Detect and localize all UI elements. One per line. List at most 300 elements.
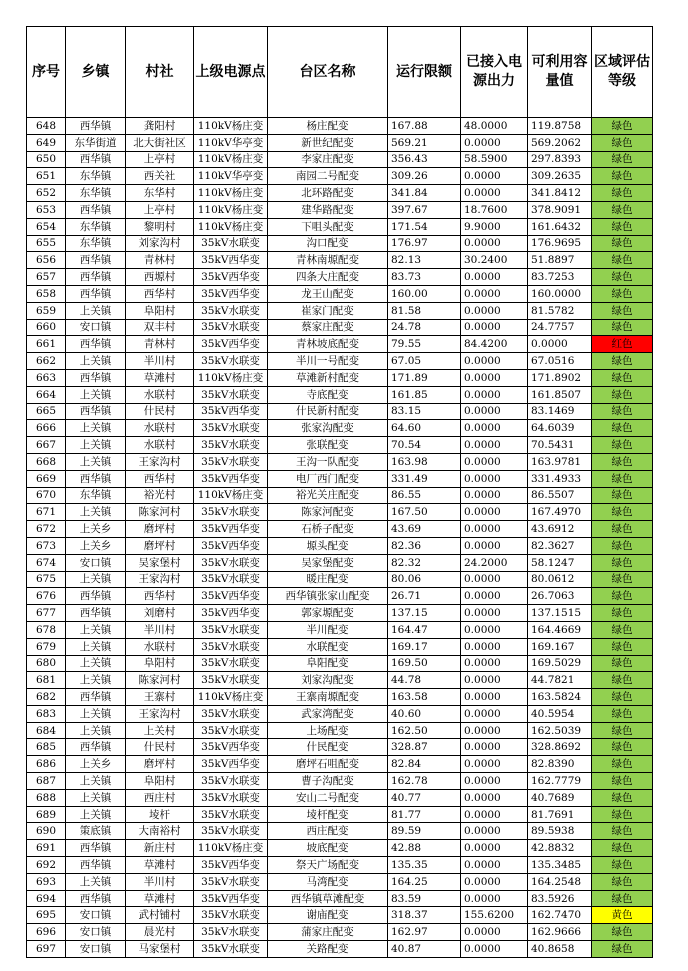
cell-run-limit: 160.00 — [388, 285, 461, 302]
table-row — [27, 672, 653, 689]
cell-available-capacity: 24.7757 — [528, 319, 592, 336]
cell-index: 695 — [27, 907, 66, 924]
cell-township: 西华镇 — [66, 118, 126, 135]
cell-township: 东华镇 — [66, 235, 126, 252]
cell-connected-output: 0.0000 — [461, 789, 528, 806]
cell-station-name: 郭家塬配变 — [268, 605, 388, 622]
cell-station-name: 张联配变 — [268, 437, 388, 454]
cell-power-source: 110kV杨庄变 — [194, 840, 268, 857]
cell-township: 上关镇 — [66, 453, 126, 470]
cell-connected-output: 0.0000 — [461, 269, 528, 286]
cell-township: 上关镇 — [66, 873, 126, 890]
cell-power-source: 35kV西华变 — [194, 605, 268, 622]
cell-run-limit: 86.55 — [388, 487, 461, 504]
table-row — [27, 537, 653, 554]
cell-run-limit: 81.77 — [388, 806, 461, 823]
cell-index: 656 — [27, 252, 66, 269]
cell-village: 阜阳村 — [126, 773, 194, 790]
cell-index: 651 — [27, 168, 66, 185]
table-row — [27, 924, 653, 941]
header-index: 序号 — [27, 27, 66, 118]
cell-village: 裕光村 — [126, 487, 194, 504]
cell-connected-output: 18.7600 — [461, 201, 528, 218]
table-row — [27, 285, 653, 302]
cell-power-source: 35kV西华变 — [194, 252, 268, 269]
cell-run-limit: 167.88 — [388, 118, 461, 135]
cell-power-source: 35kV西华变 — [194, 739, 268, 756]
cell-available-capacity: 83.5926 — [528, 890, 592, 907]
cell-run-limit: 89.59 — [388, 823, 461, 840]
cell-run-limit: 67.05 — [388, 353, 461, 370]
cell-index: 683 — [27, 705, 66, 722]
cell-station-name: 西华镇草滩配变 — [268, 890, 388, 907]
cell-assessment-level: 绿色 — [592, 470, 653, 487]
cell-station-name: 堎杆配变 — [268, 806, 388, 823]
cell-assessment-level: 绿色 — [592, 386, 653, 403]
cell-station-name: 阜阳配变 — [268, 655, 388, 672]
cell-assessment-level: 绿色 — [592, 924, 653, 941]
cell-available-capacity: 83.7253 — [528, 269, 592, 286]
table-row — [27, 353, 653, 370]
table-row — [27, 235, 653, 252]
cell-village: 水联村 — [126, 638, 194, 655]
cell-run-limit: 82.84 — [388, 756, 461, 773]
cell-station-name: 蒲家庄配变 — [268, 924, 388, 941]
cell-connected-output: 0.0000 — [461, 353, 528, 370]
cell-index: 689 — [27, 806, 66, 823]
cell-available-capacity: 40.8658 — [528, 941, 592, 958]
cell-township: 西华镇 — [66, 588, 126, 605]
cell-connected-output: 0.0000 — [461, 857, 528, 874]
cell-connected-output: 0.0000 — [461, 689, 528, 706]
cell-power-source: 35kV水联变 — [194, 386, 268, 403]
cell-index: 691 — [27, 840, 66, 857]
cell-index: 686 — [27, 756, 66, 773]
cell-index: 668 — [27, 453, 66, 470]
cell-index: 670 — [27, 487, 66, 504]
cell-assessment-level: 绿色 — [592, 873, 653, 890]
cell-power-source: 35kV水联变 — [194, 773, 268, 790]
table-row — [27, 118, 653, 135]
table-row — [27, 907, 653, 924]
cell-index: 678 — [27, 621, 66, 638]
cell-available-capacity: 40.7689 — [528, 789, 592, 806]
table-row — [27, 336, 653, 353]
cell-township: 上关镇 — [66, 806, 126, 823]
cell-station-name: 杨庄配变 — [268, 118, 388, 135]
cell-assessment-level: 绿色 — [592, 252, 653, 269]
cell-township: 上关镇 — [66, 655, 126, 672]
cell-village: 马家堡村 — [126, 941, 194, 958]
cell-township: 上关镇 — [66, 789, 126, 806]
cell-assessment-level: 绿色 — [592, 168, 653, 185]
table-row — [27, 554, 653, 571]
table-row — [27, 521, 653, 538]
cell-village: 王寨村 — [126, 689, 194, 706]
cell-assessment-level: 绿色 — [592, 453, 653, 470]
cell-assessment-level: 绿色 — [592, 353, 653, 370]
cell-available-capacity: 378.9091 — [528, 201, 592, 218]
cell-run-limit: 44.78 — [388, 672, 461, 689]
cell-assessment-level: 绿色 — [592, 134, 653, 151]
cell-power-source: 35kV水联变 — [194, 437, 268, 454]
cell-power-source: 35kV水联变 — [194, 453, 268, 470]
cell-connected-output: 0.0000 — [461, 235, 528, 252]
table-row — [27, 890, 653, 907]
cell-index: 684 — [27, 722, 66, 739]
cell-assessment-level: 绿色 — [592, 941, 653, 958]
cell-township: 西华镇 — [66, 201, 126, 218]
table-row — [27, 487, 653, 504]
cell-available-capacity: 43.6912 — [528, 521, 592, 538]
cell-power-source: 35kV水联变 — [194, 873, 268, 890]
cell-run-limit: 162.50 — [388, 722, 461, 739]
cell-assessment-level: 绿色 — [592, 756, 653, 773]
cell-index: 677 — [27, 605, 66, 622]
cell-connected-output: 0.0000 — [461, 739, 528, 756]
cell-run-limit: 82.36 — [388, 537, 461, 554]
cell-station-name: 李家庄配变 — [268, 151, 388, 168]
cell-village: 武村铺村 — [126, 907, 194, 924]
cell-village: 水联村 — [126, 437, 194, 454]
cell-connected-output: 0.0000 — [461, 437, 528, 454]
cell-power-source: 110kV杨庄变 — [194, 151, 268, 168]
cell-available-capacity: 167.4970 — [528, 504, 592, 521]
cell-township: 上关镇 — [66, 722, 126, 739]
cell-index: 681 — [27, 672, 66, 689]
cell-village: 磨坪村 — [126, 521, 194, 538]
cell-station-name: 龙王山配变 — [268, 285, 388, 302]
cell-village: 青林村 — [126, 336, 194, 353]
cell-connected-output: 0.0000 — [461, 386, 528, 403]
cell-assessment-level: 绿色 — [592, 605, 653, 622]
cell-township: 安口镇 — [66, 554, 126, 571]
cell-station-name: 南园二号配变 — [268, 168, 388, 185]
cell-run-limit: 83.73 — [388, 269, 461, 286]
cell-power-source: 35kV西华变 — [194, 588, 268, 605]
cell-assessment-level: 绿色 — [592, 487, 653, 504]
cell-station-name: 西华镇张家山配变 — [268, 588, 388, 605]
table-row — [27, 722, 653, 739]
cell-assessment-level: 绿色 — [592, 201, 653, 218]
cell-run-limit: 83.59 — [388, 890, 461, 907]
cell-station-name: 青林坡底配变 — [268, 336, 388, 353]
table-row — [27, 504, 653, 521]
cell-index: 654 — [27, 218, 66, 235]
cell-station-name: 新世纪配变 — [268, 134, 388, 151]
cell-available-capacity: 26.7063 — [528, 588, 592, 605]
cell-power-source: 35kV水联变 — [194, 235, 268, 252]
cell-run-limit: 137.15 — [388, 605, 461, 622]
cell-connected-output: 0.0000 — [461, 924, 528, 941]
cell-village: 半川村 — [126, 621, 194, 638]
table-row — [27, 857, 653, 874]
header-township: 乡镇 — [66, 27, 126, 118]
cell-village: 西庄村 — [126, 789, 194, 806]
cell-power-source: 35kV西华变 — [194, 269, 268, 286]
table-row — [27, 151, 653, 168]
cell-assessment-level: 绿色 — [592, 823, 653, 840]
cell-power-source: 35kV水联变 — [194, 621, 268, 638]
cell-index: 694 — [27, 890, 66, 907]
cell-assessment-level: 绿色 — [592, 621, 653, 638]
cell-assessment-level: 绿色 — [592, 722, 653, 739]
cell-assessment-level: 绿色 — [592, 218, 653, 235]
cell-township: 西华镇 — [66, 605, 126, 622]
cell-available-capacity: 67.0516 — [528, 353, 592, 370]
cell-run-limit: 328.87 — [388, 739, 461, 756]
cell-power-source: 35kV西华变 — [194, 756, 268, 773]
cell-connected-output: 0.0000 — [461, 521, 528, 538]
table-row — [27, 705, 653, 722]
table-row — [27, 369, 653, 386]
cell-township: 上关乡 — [66, 537, 126, 554]
cell-index: 672 — [27, 521, 66, 538]
cell-available-capacity: 42.8832 — [528, 840, 592, 857]
table-row — [27, 319, 653, 336]
cell-index: 648 — [27, 118, 66, 135]
cell-village: 西华村 — [126, 285, 194, 302]
cell-connected-output: 0.0000 — [461, 621, 528, 638]
cell-index: 680 — [27, 655, 66, 672]
cell-township: 上关乡 — [66, 521, 126, 538]
cell-connected-output: 0.0000 — [461, 840, 528, 857]
cell-available-capacity: 64.6039 — [528, 420, 592, 437]
cell-run-limit: 40.87 — [388, 941, 461, 958]
cell-connected-output: 0.0000 — [461, 806, 528, 823]
cell-assessment-level: 绿色 — [592, 420, 653, 437]
table-row — [27, 185, 653, 202]
cell-run-limit: 162.78 — [388, 773, 461, 790]
cell-connected-output: 0.0000 — [461, 773, 528, 790]
cell-township: 上关镇 — [66, 302, 126, 319]
cell-power-source: 35kV水联变 — [194, 420, 268, 437]
cell-run-limit: 42.88 — [388, 840, 461, 857]
table-row — [27, 638, 653, 655]
table-row — [27, 789, 653, 806]
cell-run-limit: 569.21 — [388, 134, 461, 151]
cell-available-capacity: 331.4933 — [528, 470, 592, 487]
table-row — [27, 756, 653, 773]
table-row — [27, 571, 653, 588]
cell-township: 东华镇 — [66, 487, 126, 504]
cell-power-source: 110kV杨庄变 — [194, 118, 268, 135]
cell-run-limit: 40.77 — [388, 789, 461, 806]
cell-township: 西华镇 — [66, 840, 126, 857]
cell-power-source: 35kV西华变 — [194, 857, 268, 874]
cell-village: 王家沟村 — [126, 571, 194, 588]
table-row — [27, 252, 653, 269]
cell-assessment-level: 绿色 — [592, 588, 653, 605]
cell-station-name: 武家湾配变 — [268, 705, 388, 722]
cell-connected-output: 0.0000 — [461, 504, 528, 521]
cell-available-capacity: 160.0000 — [528, 285, 592, 302]
cell-run-limit: 135.35 — [388, 857, 461, 874]
header-available-capacity: 可利用容量值 — [528, 27, 592, 118]
cell-index: 650 — [27, 151, 66, 168]
cell-available-capacity: 82.3627 — [528, 537, 592, 554]
cell-connected-output: 24.2000 — [461, 554, 528, 571]
cell-power-source: 35kV水联变 — [194, 907, 268, 924]
cell-available-capacity: 162.7779 — [528, 773, 592, 790]
cell-station-name: 石桥子配变 — [268, 521, 388, 538]
header-row — [27, 27, 653, 118]
cell-station-name: 水联配变 — [268, 638, 388, 655]
cell-run-limit: 171.89 — [388, 369, 461, 386]
cell-available-capacity: 163.9781 — [528, 453, 592, 470]
cell-station-name: 寺底配变 — [268, 386, 388, 403]
cell-village: 王家沟村 — [126, 705, 194, 722]
cell-index: 682 — [27, 689, 66, 706]
cell-township: 西华镇 — [66, 403, 126, 420]
cell-available-capacity: 89.5938 — [528, 823, 592, 840]
cell-assessment-level: 绿色 — [592, 537, 653, 554]
cell-assessment-level: 绿色 — [592, 773, 653, 790]
cell-township: 上关镇 — [66, 571, 126, 588]
cell-connected-output: 0.0000 — [461, 134, 528, 151]
cell-available-capacity: 309.2635 — [528, 168, 592, 185]
cell-available-capacity: 164.2548 — [528, 873, 592, 890]
cell-assessment-level: 绿色 — [592, 689, 653, 706]
cell-township: 安口镇 — [66, 319, 126, 336]
cell-connected-output: 0.0000 — [461, 638, 528, 655]
cell-power-source: 110kV杨庄变 — [194, 689, 268, 706]
cell-station-name: 吴家堡配变 — [268, 554, 388, 571]
cell-station-name: 西庄配变 — [268, 823, 388, 840]
cell-index: 675 — [27, 571, 66, 588]
cell-station-name: 陈家河配变 — [268, 504, 388, 521]
cell-assessment-level: 绿色 — [592, 672, 653, 689]
table-row — [27, 605, 653, 622]
cell-village: 黎明村 — [126, 218, 194, 235]
cell-power-source: 35kV水联变 — [194, 638, 268, 655]
cell-index: 665 — [27, 403, 66, 420]
cell-station-name: 四条大庄配变 — [268, 269, 388, 286]
cell-assessment-level: 绿色 — [592, 504, 653, 521]
cell-index: 658 — [27, 285, 66, 302]
cell-available-capacity: 86.5507 — [528, 487, 592, 504]
cell-run-limit: 82.32 — [388, 554, 461, 571]
cell-index: 685 — [27, 739, 66, 756]
cell-village: 吴家堡村 — [126, 554, 194, 571]
cell-run-limit: 341.84 — [388, 185, 461, 202]
cell-assessment-level: 绿色 — [592, 151, 653, 168]
table-row — [27, 134, 653, 151]
cell-available-capacity: 341.8412 — [528, 185, 592, 202]
cell-run-limit: 24.78 — [388, 319, 461, 336]
table-row — [27, 739, 653, 756]
cell-village: 西华村 — [126, 470, 194, 487]
cell-power-source: 110kV杨庄变 — [194, 218, 268, 235]
table-row — [27, 621, 653, 638]
cell-station-name: 草滩新村配变 — [268, 369, 388, 386]
cell-township: 上关镇 — [66, 672, 126, 689]
cell-run-limit: 171.54 — [388, 218, 461, 235]
cell-index: 673 — [27, 537, 66, 554]
cell-index: 653 — [27, 201, 66, 218]
cell-index: 655 — [27, 235, 66, 252]
cell-station-name: 建华路配变 — [268, 201, 388, 218]
header-station-name: 台区名称 — [268, 27, 388, 118]
cell-connected-output: 0.0000 — [461, 823, 528, 840]
cell-run-limit: 26.71 — [388, 588, 461, 605]
cell-run-limit: 169.17 — [388, 638, 461, 655]
cell-village: 陈家河村 — [126, 672, 194, 689]
cell-available-capacity: 164.4669 — [528, 621, 592, 638]
cell-station-name: 坡底配变 — [268, 840, 388, 857]
cell-available-capacity: 83.1469 — [528, 403, 592, 420]
table-row — [27, 403, 653, 420]
cell-run-limit: 81.58 — [388, 302, 461, 319]
cell-station-name: 沟口配变 — [268, 235, 388, 252]
cell-township: 西华镇 — [66, 689, 126, 706]
cell-connected-output: 0.0000 — [461, 588, 528, 605]
cell-assessment-level: 绿色 — [592, 521, 653, 538]
cell-power-source: 35kV西华变 — [194, 537, 268, 554]
cell-assessment-level: 绿色 — [592, 806, 653, 823]
cell-village: 磨坪村 — [126, 756, 194, 773]
cell-run-limit: 83.15 — [388, 403, 461, 420]
cell-available-capacity: 569.2062 — [528, 134, 592, 151]
cell-available-capacity: 40.5954 — [528, 705, 592, 722]
cell-connected-output: 0.0000 — [461, 302, 528, 319]
cell-village: 上亭村 — [126, 201, 194, 218]
cell-village: 上亭村 — [126, 151, 194, 168]
cell-power-source: 35kV水联变 — [194, 941, 268, 958]
cell-available-capacity: 81.5782 — [528, 302, 592, 319]
cell-power-source: 35kV西华变 — [194, 403, 268, 420]
cell-connected-output: 84.4200 — [461, 336, 528, 353]
cell-township: 上关镇 — [66, 386, 126, 403]
cell-available-capacity: 297.8393 — [528, 151, 592, 168]
cell-run-limit: 309.26 — [388, 168, 461, 185]
cell-assessment-level: 绿色 — [592, 185, 653, 202]
table-row — [27, 941, 653, 958]
cell-available-capacity: 162.5039 — [528, 722, 592, 739]
cell-station-name: 安山二号配变 — [268, 789, 388, 806]
cell-index: 679 — [27, 638, 66, 655]
cell-index: 692 — [27, 857, 66, 874]
table-row — [27, 218, 653, 235]
cell-power-source: 35kV水联变 — [194, 302, 268, 319]
cell-village: 王家沟村 — [126, 453, 194, 470]
cell-run-limit: 167.50 — [388, 504, 461, 521]
cell-township: 西华镇 — [66, 470, 126, 487]
cell-power-source: 110kV华亭变 — [194, 134, 268, 151]
cell-power-source: 110kV杨庄变 — [194, 201, 268, 218]
cell-assessment-level: 绿色 — [592, 840, 653, 857]
cell-station-name: 王寨南塬配变 — [268, 689, 388, 706]
cell-village: 阜阳村 — [126, 655, 194, 672]
cell-available-capacity: 169.167 — [528, 638, 592, 655]
cell-station-name: 裕光关庄配变 — [268, 487, 388, 504]
cell-power-source: 35kV水联变 — [194, 504, 268, 521]
cell-connected-output: 0.0000 — [461, 705, 528, 722]
cell-connected-output: 0.0000 — [461, 453, 528, 470]
cell-village: 西关社 — [126, 168, 194, 185]
cell-power-source: 35kV水联变 — [194, 705, 268, 722]
cell-assessment-level: 绿色 — [592, 638, 653, 655]
cell-run-limit: 164.25 — [388, 873, 461, 890]
cell-station-name: 电厂西门配变 — [268, 470, 388, 487]
cell-township: 上关镇 — [66, 638, 126, 655]
cell-index: 660 — [27, 319, 66, 336]
cell-available-capacity: 137.1515 — [528, 605, 592, 622]
cell-assessment-level: 绿色 — [592, 739, 653, 756]
cell-power-source: 35kV西华变 — [194, 521, 268, 538]
cell-connected-output: 0.0000 — [461, 285, 528, 302]
cell-village: 青林村 — [126, 252, 194, 269]
